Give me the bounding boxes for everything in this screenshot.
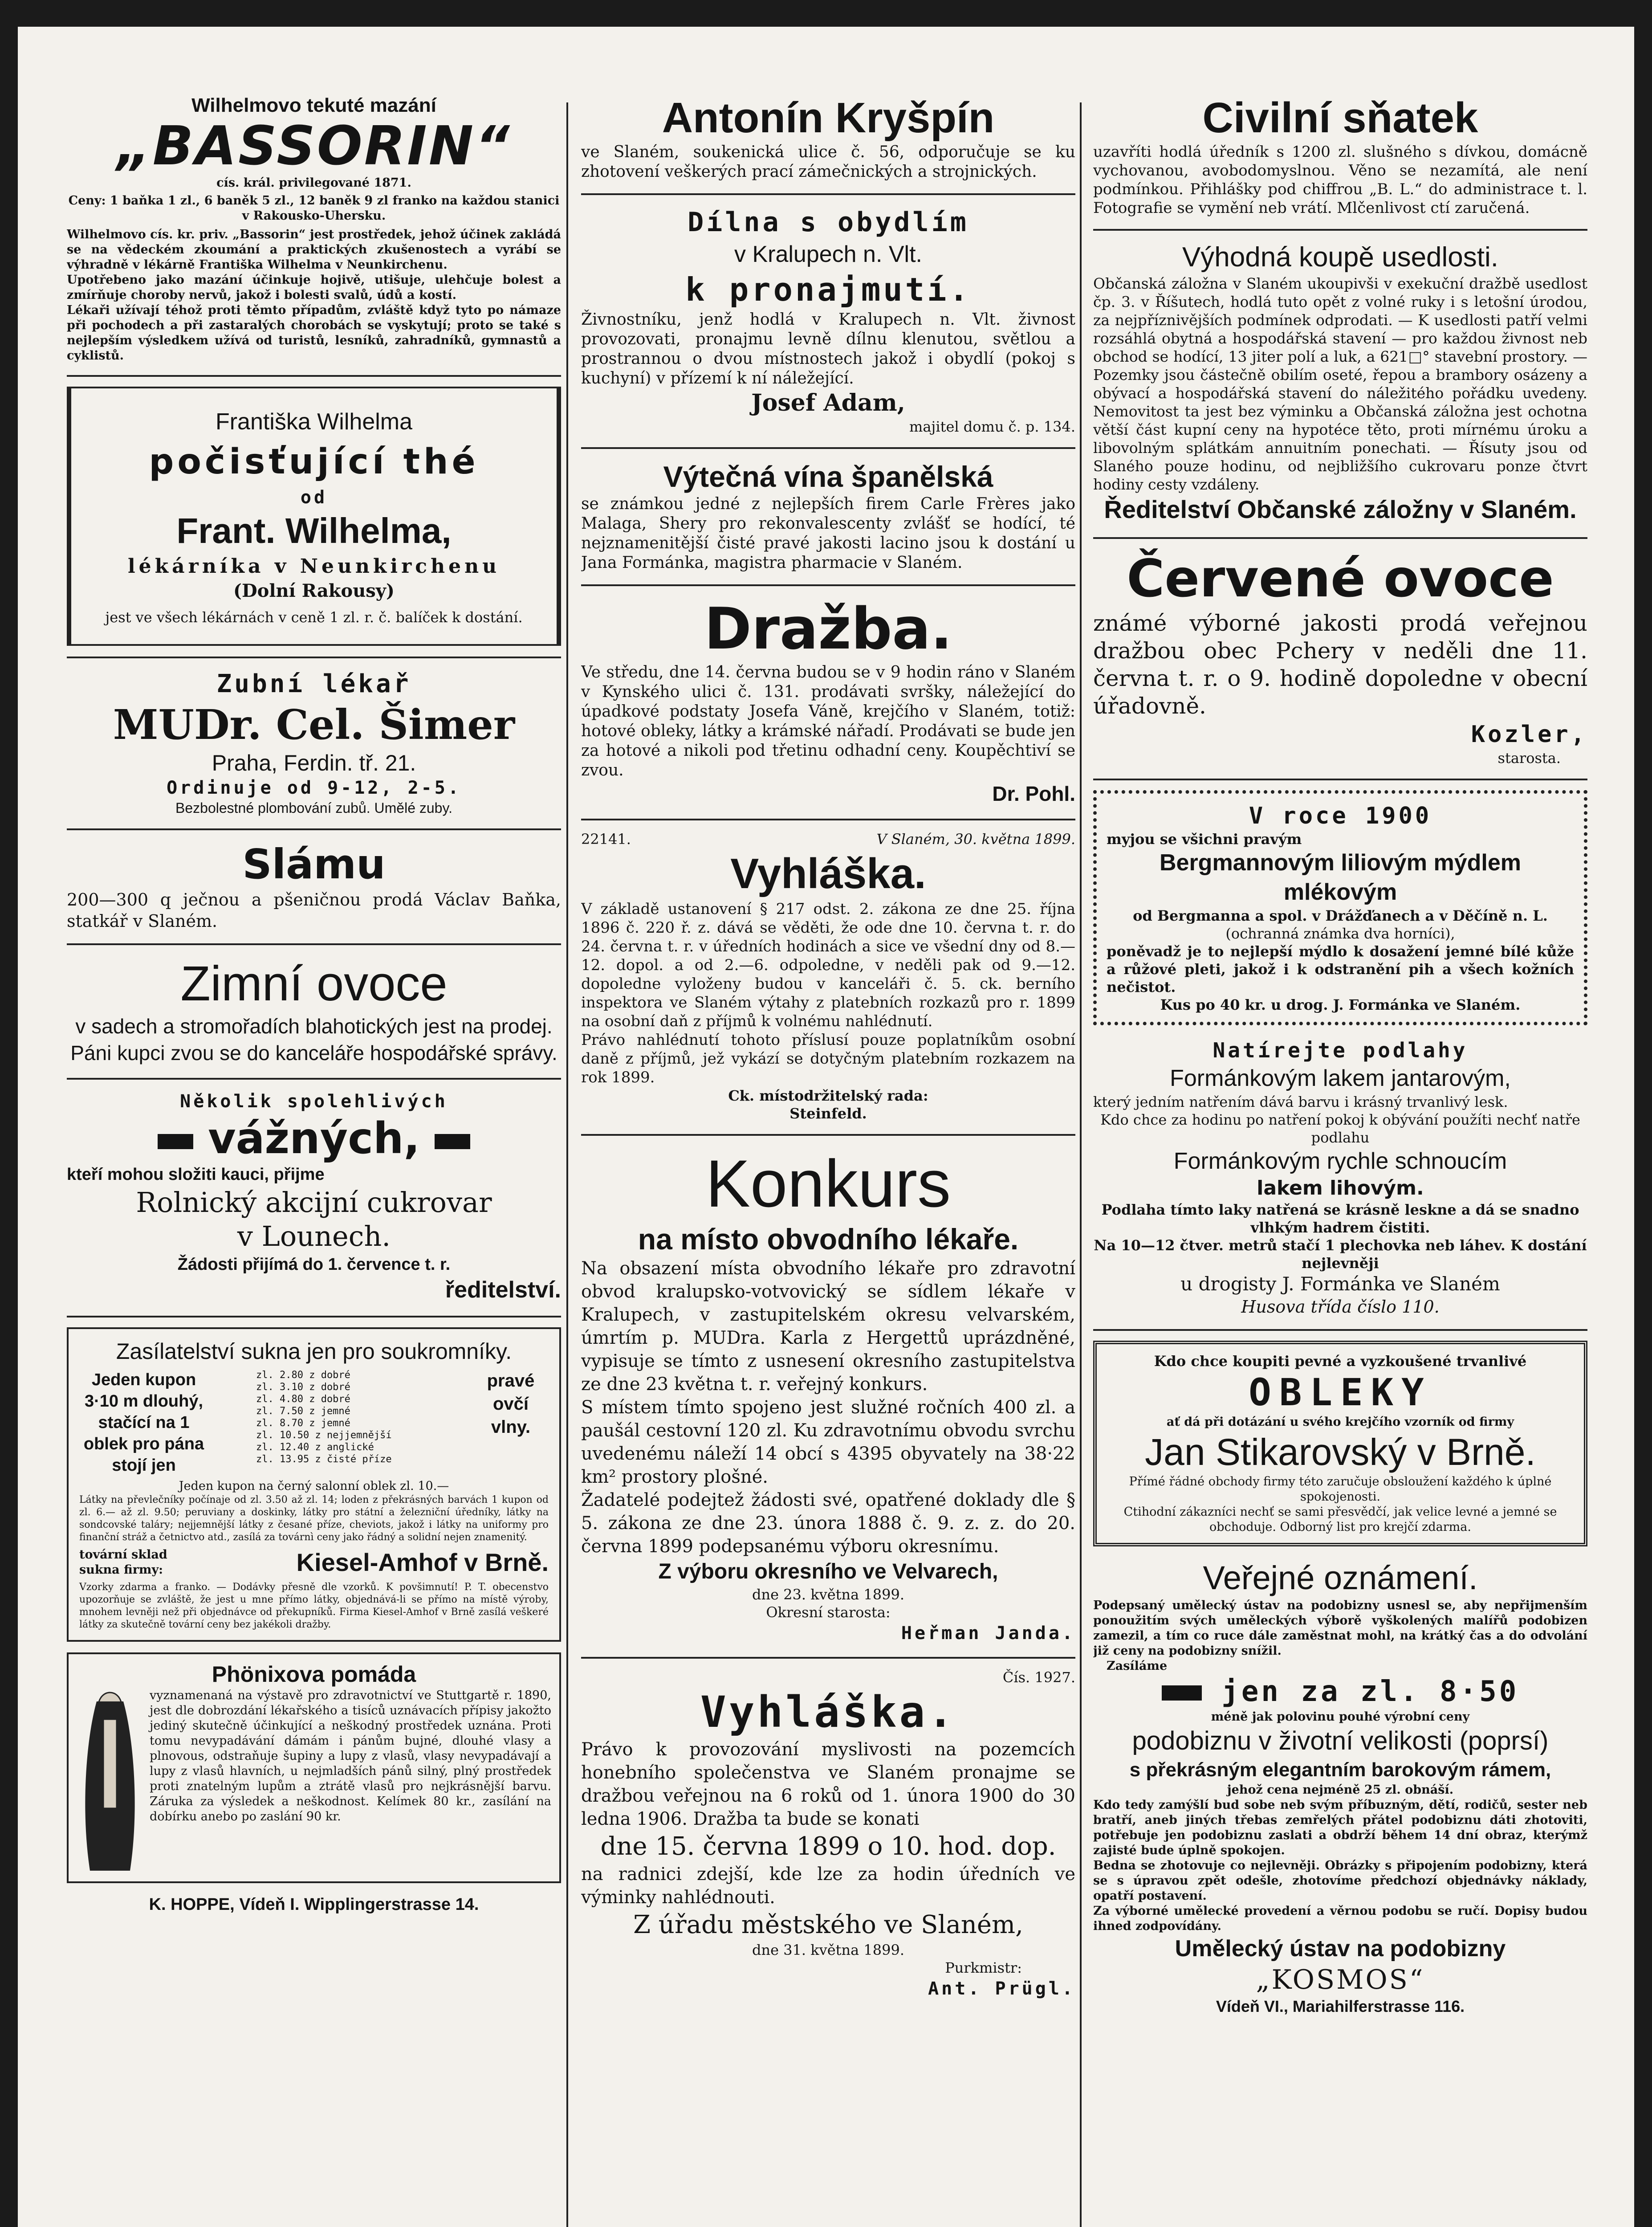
straw-title: Slámu <box>242 840 386 888</box>
competition-paragraph-2: S místem tímto spojeno jest služné ročních 400 zl. a paušál cestovní 120 zl. Ku zdravotnímu obvodu svrchu uvedenému náleží 14 obcí s 4395 obyvately na 38·22 km² prostory plošné. <box>581 1397 1075 1487</box>
auction-text: Ve středu, dne 14. června budou se v 9 hodin ráno v Slaném v Kynského ulici č. 131. prodávati svršky, náležející do úpadkové podstaty Josefa Váně, krejčího v Slaném, totiž: hotové obleky, látky a krámské nářadí. Prodávati se bude jen za hotové a nikoli pod třetinu odhadní ceny. Koupěchtiví se zvou. <box>581 663 1075 779</box>
portraits-frame: s překrásným elegantním barokovým rámem, <box>1129 1759 1551 1781</box>
ad-straw <box>67 840 561 932</box>
dentist-address: Praha, Ferdin. tř. 21. <box>212 750 416 775</box>
bassorin-paragraph-2: Upotřebeno jako mazání účinkuje hojivě, utišuje, ulehčuje bolest a zmírňuje choroby nervů, jakož i bolesti svalů, údů a kostí. <box>67 273 561 302</box>
lacquer-address: Husova třída číslo 110. <box>1241 1297 1440 1317</box>
ad-phoenix <box>67 1652 561 1883</box>
woman-long-hair-icon <box>77 1688 143 1875</box>
cloth-title: Zasílatelství sukna jen pro soukromníky. <box>116 1339 512 1364</box>
soap-name: Bergmannovým liliovým mýdlem mlékovým <box>1159 850 1522 905</box>
divider <box>1093 779 1587 780</box>
notice-tax-paragraph-2: Právo nahlédnutí tohoto příslusí pouze poplatníkům osobní daně z příjmů, jež vykází se dotyčným platebním rozkazem na rok 1899. <box>581 1031 1075 1086</box>
divider <box>67 1078 561 1080</box>
ad-floor-lacquer <box>1093 1037 1587 1317</box>
ad-kryspin <box>581 94 1075 182</box>
hunting-paragraph-2: na radnici zdejší, kde lze za hodin úředních ve výminky nahlédnouti. <box>581 1864 1075 1908</box>
divider <box>581 1657 1075 1659</box>
workshop-owner: Josef Adam, <box>751 389 905 416</box>
hand-left-icon <box>158 1134 193 1149</box>
notice-competition <box>581 1146 1075 1645</box>
divider <box>581 447 1075 449</box>
wine-text: se známkou jedné z nejlepších firem Carle Frères jako Malaga, Shery pro rekonvalescenty zvlášť se hodící, té nejznamenitější čisté pravé jakosti lacino jsou k dostání u Jana Formánka, magistra pharmacie v Slaném. <box>581 495 1075 572</box>
marriage-title: Civilní sňatek <box>1202 94 1478 142</box>
sugar-text: kteří mohou složiti kauci, přijme <box>67 1165 325 1184</box>
hand-right-icon <box>435 1134 470 1149</box>
hunting-title: Vyhláška. <box>700 1687 956 1737</box>
divider <box>581 1134 1075 1136</box>
hunting-sign-3: Purkmistr: <box>945 1959 1022 1976</box>
divider <box>67 657 561 658</box>
divider <box>581 584 1075 586</box>
cloth-text: Látky na převlečníky počínaje od zl. 3.50 až zl. 14; loden z překrásných barvách 1 kupon od zl. 6.— až zl. 9.50; peruviany a doskinky, látky pro státní a železniční úředníky, látky na sondcovské taláry; nejjemnější látky z česané příze, cheviots, jakož i látky na uniformy pro finanční stráž a četnictvo atd., zasílá za továrnì ceny jako řádný a solidní nejen znamenitý. <box>79 1494 549 1543</box>
soap-price: Kus po 40 kr. u drog. J. Formánka ve Slaném. <box>1160 996 1521 1013</box>
phoenix-title: Phönixova pomáda <box>212 1662 416 1687</box>
cloth-firm-label-1: tovární sklad <box>79 1548 167 1562</box>
bassorin-name: „BASSORIN“ <box>116 115 512 177</box>
portraits-sign-2: „KOSMOS“ <box>1256 1964 1425 1995</box>
cloth-price: zl. 10.50 z nejjemnější <box>256 1430 392 1441</box>
suits-line-3: Přímé řádné obchody firmy této zaručuje obsloužení každého k úplné spokojenosti. <box>1129 1475 1552 1504</box>
notice-tax <box>581 830 1075 1122</box>
competition-paragraph-3: Žadatelé podejtež žádosti své, opatřené doklady dle § 5. zákona ze dne 23. února 1888 č. 9. z. z. do 20. června 1899 podepsanému výboru okresnímu. <box>581 1490 1075 1557</box>
lacquer-seller: u drogisty J. Formánka ve Slaném <box>1180 1273 1500 1295</box>
hunting-sign-1: Z úřadu městského ve Slaném, <box>633 1910 1023 1939</box>
red-fruit-text: známé výborné jakosti prodá veřejnou dražbou obec Pchery v neděli dne 11. června t. r. o 9. hodině dopoledne v obecní úřadovně. <box>1093 610 1587 719</box>
homestead-text: Občanská záložna v Slaném ukoupivši v exekuční dražbě usedlost čp. 3. v Říšutech, hodlá tuto opět z volné ruky i s letošní úrodou, za nejpříznivějších podmínek odprodati. — K usedlosti patří velmi rozsáhlá obytná a hospodářská stavení — pro každou živnost neb obchod se hodící, 13 jiter polí a luk, a 621□° stavební prostory. — Pozemky jsou částečně obilím oseté, řepou a brambory osázeny a obývací a hospodářská stavení do náležitého pořádku uvedeny. Nemovitost ta jest bez výminku a Občanská záložna jest ochotna větší část kupní ceny na hypotéce těto, proti mírnému úroku a libovolným splátkám annuitním ponechati. — Řísuty jsou od Slaného pouze hodinu, od nejbližšího cukrovaru ponze čtvrt hodiny cesty vzdáleny. <box>1093 275 1587 493</box>
lacquer-text-3: Podlaha tímto laky natřená se krásně leskne a dá se snadno vlhkým hadrem čistiti. <box>1101 1201 1579 1236</box>
bassorin-paragraph-3: Lékaři užívají téhož proti těmto případům, zvláště když tyto po námaze při pochodech a při zastaralých chorobách se vyskytují; proto se také s nejlepším výsledkem užívá od turistů, lesníků, zahradníků, gymnastů a cyklistů. <box>67 303 561 363</box>
notice-tax-sign-title: Ck. místodržitelský rada: <box>728 1087 928 1104</box>
kryspin-title: Antonín Kryšpín <box>662 94 995 142</box>
auction-title: Dražba. <box>704 596 952 662</box>
sugar-title <box>67 1114 561 1163</box>
soap-trademark: (ochranná známka dva horníci), <box>1225 925 1455 942</box>
sugar-deadline: Žádosti přijímá do 1. července t. r. <box>177 1255 451 1274</box>
bassorin-price: Ceny: 1 baňka 1 zl., 6 baněk 5 zl., 12 baněk 9 zl franko na každou stanici v Rakousko-Uhersku. <box>68 194 560 223</box>
portraits-sign-1: Umělecký ústav na podobizny <box>1175 1936 1506 1962</box>
bassorin-brand: Wilhelmovo tekuté mazání <box>191 94 436 116</box>
red-fruit-sign: Kozler, <box>1471 721 1587 748</box>
ad-portraits <box>1093 1558 1587 2017</box>
divider <box>67 375 561 377</box>
lacquer-product-2-name: lakem lihovým. <box>1257 1177 1424 1199</box>
soap-title: V roce 1900 <box>1249 803 1432 829</box>
soap-maker: od Bergmanna a spol. v Drážďanech a v Děčíně n. L. <box>1133 907 1548 924</box>
divider <box>67 828 561 830</box>
column-rule-1 <box>566 102 568 2227</box>
competition-paragraph-1: Na obsazení místa obvodního lékaře pro zdravotní obvod kralupsko-votvovický se sídlem lékaře v Kralupech, v zastupitelském okresu velvarském, úmrtím p. MUDra. Karla z Hergettů uprázdněné, vypisuje se tímto z usnesení okresního zastupitelstva ze dne 23 května t. r. veřejný konkurs. <box>581 1258 1075 1395</box>
marriage-text: uzavříti hodlá úředník s 1200 zl. slušného s dívkou, domácně vychovanou, avobodomyslnou. Věno se nezamítá, ale není podmínkou. Přihlášky pod chiffrou „B. L.“ do administrace t. l. Fotografie se vymění neb vrátí. Mlčenlivost ctí zaručená. <box>1093 143 1587 217</box>
portraits-paragraph-2: Zasíláme <box>1107 1659 1168 1673</box>
ad-workshop <box>581 205 1075 436</box>
portraits-title: Veřejné oznámení. <box>1203 1559 1478 1596</box>
workshop-place: v Kralupech n. Vlt. <box>734 241 922 267</box>
divider <box>1093 537 1587 539</box>
cloth-price: zl. 12.40 z anglické <box>256 1442 374 1453</box>
lacquer-product-1: Formánkovým lakem jantarovým, <box>1170 1065 1511 1091</box>
soap-line-1: myjou se všichni pravým <box>1107 831 1302 848</box>
divider <box>581 819 1075 820</box>
workshop-owner-sub: majitel domu č. p. 134. <box>909 418 1075 435</box>
ad-cloth <box>67 1327 561 1642</box>
ad-auction <box>581 596 1075 807</box>
ad-winter-fruit <box>67 955 561 1066</box>
suits-line-1: Kdo chce koupiti pevné a vyzkoušené trvanlivé <box>1154 1353 1527 1370</box>
cloth-black: Jeden kupon na černý salonní oblek zl. 10.— <box>179 1479 449 1493</box>
tea-from: od <box>300 487 328 508</box>
hunting-sign-2: dne 31. května 1899. <box>752 1941 904 1958</box>
notice-hunting <box>581 1668 1075 2001</box>
portraits-paragraph-3: méně jak polovinu pouhé výrobní ceny <box>1211 1710 1470 1724</box>
bassorin-paragraph-1: Wilhelmovo cís. kr. priv. „Bassorin“ jest prostředek, jehož účinek zakládá se na vědeckém zkoumání a praktických zkušenostech a vyrábí se výhradně v lékárně Františka Wilhelma v Neunkirchenu. <box>67 228 561 272</box>
divider <box>1093 1329 1587 1331</box>
ad-bassorin <box>67 94 561 363</box>
divider <box>67 943 561 945</box>
divider <box>581 193 1075 195</box>
bassorin-privilege: cís. král. privilegované 1871. <box>216 176 411 190</box>
cloth-price: zl. 8.70 z jemné <box>256 1418 350 1429</box>
suits-line-2: ať dá při dotázání u svého krejčího vzorník od firmy <box>1166 1415 1514 1429</box>
homestead-sign: Ředitelství Občanské záložny v Slaném. <box>1104 495 1577 523</box>
lacquer-product-2: Formánkovým rychle schnoucím <box>1173 1148 1507 1174</box>
wine-title: Výtečná vína španělská <box>663 460 993 493</box>
notice-tax-number: 22141. <box>581 831 631 848</box>
workshop-title: Dílna s obydlím <box>688 207 969 238</box>
hunting-number: Čís. 1927. <box>1002 1669 1075 1686</box>
sugar-sign: ředitelství. <box>445 1277 561 1303</box>
red-fruit-title: Červené ovoce <box>1127 549 1554 609</box>
column-2 <box>581 94 1075 2012</box>
cloth-firm <box>79 1547 549 1578</box>
cloth-price: zl. 4.80 z dobré <box>256 1394 350 1405</box>
ad-dentist <box>67 668 561 817</box>
sugar-company: Rolnický akcijní cukrovar <box>136 1186 492 1219</box>
divider <box>67 1316 561 1317</box>
cloth-footer: Vzorky zdarma a franko. — Dodávky přesně dle vzorků. K povšimnutí! P. T. obecenstvo upozorňuje se zvláště, že jest u mne přímo látky, objednává-li se přímo na místě výroby, mnohem levněji než při objednávce od překupníků. Firma Kiesel-Amhof v Brně zasílá veškeré látky za skutečně tovární ceny bez jakékoli dražby. <box>79 1582 549 1630</box>
hunting-date: dne 15. června 1899 o 10. hod. dop. <box>600 1832 1056 1861</box>
suits-title: OBLEKY <box>1249 1370 1432 1414</box>
competition-sign-2: dne 23. května 1899. <box>752 1586 904 1603</box>
column-rule-2 <box>1080 102 1082 2227</box>
competition-sign-3: Okresní starosta: <box>766 1604 891 1621</box>
competition-title: Konkurs <box>705 1146 951 1221</box>
notice-tax-paragraph-1: V základě ustanovení § 217 odst. 2. zákona ze dne 25. října 1896 č. 220 ř. z. dává se věděti, že ode dne 10. června t. r. do 24. června t. r. v úředních hodinách a sice ve všední dny od 8.—12. dopol. a od 2.—6. odpoledne, v neděli pak od 9.—12. dopoledne vyloženy budou v kanceláři č. 5. ck. berního inspektora ve Slaném výtahy z platebních rozkazů pro r. 1899 na osobní daň z příjmů k volnému nahlédnutí. <box>581 900 1075 1030</box>
notice-tax-date: V Slaném, 30. května 1899. <box>876 831 1075 848</box>
ad-civil-marriage <box>1093 94 1587 217</box>
suits-line-4: Ctihodní zákazníci nechť se sami přesvědčí, jak velice levné a jemné se obchoduje. Odborný list pro krejčí zdarma. <box>1123 1505 1557 1534</box>
portraits-paragraph-1: Podepsaný umělecký ústav na podobizny usnesl se, aby nepřijmenším ponoužitím svých uměleckých výborě vyškolených malířů podobizen zamezil, a tím co ruce dále zaměstnat mohl, na krátký čas a do odvolání již ceny na podobizny snížil. <box>1093 1599 1587 1658</box>
suits-company: Jan Stikarovský v Brně. <box>1145 1431 1536 1473</box>
notice-tax-title: Vyhláška. <box>730 850 926 897</box>
hunting-sign-4: Ant. Prügl. <box>928 1978 1075 1999</box>
tea-maker: Frant. Wilhelma, <box>176 511 452 551</box>
competition-sign-1: Z výboru okresního ve Velvarech, <box>658 1560 998 1583</box>
divider <box>1093 229 1587 231</box>
hand-left-icon <box>1162 1685 1202 1701</box>
ad-red-fruit <box>1093 549 1587 767</box>
portraits-price <box>1093 1674 1587 1709</box>
straw-text: 200—300 q ječnou a pšeničnou prodá Václav Baňka, statkář v Slaném. <box>67 890 561 931</box>
cloth-firm-name: Kiesel-Amhof v Brně. <box>296 1548 549 1576</box>
kryspin-text: ve Slaném, soukenická ulice č. 56, odporučuje se ku zhotovení veškerých prací zámečnických a strojnických. <box>581 143 1075 181</box>
tea-brand: Františka Wilhelma <box>215 409 413 435</box>
lacquer-title: Natírejte podlahy <box>1213 1038 1468 1062</box>
cloth-firm-label-2: sukna firmy: <box>79 1563 163 1577</box>
dentist-services: Bezbolestné plombování zubů. Umělé zuby. <box>175 800 452 816</box>
homestead-title: Výhodná koupě usedlosti. <box>1182 242 1499 273</box>
notice-tax-header <box>581 830 1075 848</box>
sugar-city: v Lounech. <box>237 1220 391 1252</box>
tea-region: (Dolní Rakousy) <box>233 580 395 601</box>
lacquer-text-2: Kdo chce za hodinu po natření pokoj k obývání použíti nechť natře podlahu <box>1100 1111 1580 1146</box>
portraits-price-text: jen za zl. 8·50 <box>1221 1675 1519 1708</box>
dentist-heading: Zubní lékař <box>216 669 411 698</box>
sugar-title-text: vážných, <box>208 1114 420 1163</box>
portraits-size: podobiznu v životní velikosti (poprsí) <box>1132 1726 1549 1755</box>
sugar-heading: Několik spolehlivých <box>180 1091 448 1112</box>
hunting-paragraph-1: Právo k provozování myslivosti na pozemcích honebního společenstva ve Slaném pronajme se dražbou veřejnou na 6 roků od 1. února 1900 do 30 ledna 1906. Dražba ta bude se konati <box>581 1739 1075 1829</box>
notice-tax-sign-name: Steinfeld. <box>789 1105 867 1122</box>
ad-wine <box>581 459 1075 573</box>
winter-fruit-text: v sadech a stromořadích blahotických jest na prodej. Páni kupci zvou se do kanceláře hospodářské správy. <box>70 1015 557 1065</box>
competition-sign-4: Heřman Janda. <box>901 1623 1075 1644</box>
ad-suits <box>1093 1341 1587 1546</box>
column-3 <box>1093 94 1587 2028</box>
tea-title: počisťující thé <box>149 442 479 482</box>
workshop-rent: k pronajmutí. <box>685 271 971 308</box>
workshop-text: Živnostníku, jenž hodlá v Kralupech n. Vlt. živnost provozovati, pronajmu levně dílnu klenutou, světlou a prostrannou o dvou místnostech jakož i obydlí (pokoj s kuchyní) v přízemí k ní náležející. <box>581 310 1075 387</box>
portraits-paragraph-5: Bedna se zhotovuje co nejlevněji. Obrázky s připojením podobizny, která se s úpravou zpět odešle, zhotovíme předchozí objednávky náklady, opatří postavení. <box>1093 1859 1587 1903</box>
tea-availability: jest ve všech lékárnách v ceně 1 zl. r. č. balíček k dostání. <box>105 609 523 626</box>
phoenix-body <box>77 1688 551 1875</box>
cloth-price: zl. 13.95 z čisté příze <box>256 1454 392 1465</box>
cloth-offer-right: pravé ovčí vlny. <box>487 1371 535 1437</box>
cloth-price: zl. 2.80 z dobré <box>256 1370 350 1381</box>
ad-homestead <box>1093 241 1587 526</box>
tea-pharmacy: lékárníka v Neunkirchenu <box>127 555 500 578</box>
lacquer-text-1: který jedním natřením dává barvu i krásný trvanlivý lesk. <box>1093 1093 1508 1110</box>
auction-sign: Dr. Pohl. <box>992 782 1075 805</box>
lacquer-text-4: Na 10—12 čtver. metrů stačí 1 plechovka neb láhev. K dostání nejlevněji <box>1094 1237 1587 1272</box>
cloth-price-list <box>256 1369 425 1465</box>
cloth-price: zl. 7.50 z jemné <box>256 1406 350 1417</box>
cloth-price: zl. 3.10 z dobré <box>256 1382 350 1393</box>
dentist-hours: Ordinuje od 9-12, 2-5. <box>167 778 461 798</box>
winter-fruit-title: Zimní ovoce <box>180 956 448 1011</box>
portraits-frame-value: jehož cena nejméně 25 zl. obnáší. <box>1227 1783 1454 1797</box>
ad-sugar-factory <box>67 1089 561 1304</box>
ad-wilhelm-tea <box>67 387 561 646</box>
portraits-paragraph-6: Za výborné umělecké provedení a věrnou podobu se ručí. Dopisy budou ihned zodpovídány. <box>1093 1904 1587 1933</box>
portraits-paragraph-4: Kdo tedy zamýšlí bud sobe neb svým příbuzným, dětí, rodičů, sester neb bratří, aneb jiných třebas zemřelých přátel podobiznu dáti zhotoviti, potřebuje jen podobiznu zaslati a obdrží během 14 dní obraz, kterýmž zajisté bude úplně spokojen. <box>1093 1798 1587 1857</box>
competition-subtitle: na místo obvodního lékaře. <box>638 1223 1019 1256</box>
cloth-offer <box>79 1369 549 1476</box>
newspaper-page <box>18 27 1634 2227</box>
phoenix-address: K. HOPPE, Vídeň I. Wipplingerstrasse 14. <box>149 1895 479 1914</box>
dentist-name: MUDr. Cel. Šimer <box>113 701 515 749</box>
ad-lily-soap <box>1093 790 1587 1025</box>
soap-benefits: poněvadž je to nejlepší mýdlo k dosažení jemné bílé kůže a růžové pleti, jakož i k odstranění pih a všech kožních nečistot. <box>1107 943 1574 995</box>
portraits-sign-3: Vídeň VI., Mariahilferstrasse 116. <box>1216 1997 1465 2015</box>
cloth-offer-left: Jeden kupon 3·10 m dlouhý, stačící na 1 oblek pro pána stojí jen <box>83 1370 204 1475</box>
phoenix-text: vyznamenaná na výstavě pro zdravotnictví ve Stuttgartě r. 1890, jest dle dobrozdání lékařského a tisíců uznávacích přípisy jakožto jediný skutečně účinkující a neškodný prostředek uznána. Proti tomu nevypadávání dámám i pánům bujné, dlouhé vlasy a plnovous, odstraňuje šupiny a lupy z vlasů, vlasy nevypadávají a lupy z vlasů hlavních, u nejmladších pánů silný, plný prostředek proti znatelným lupům a ztrátě vlasů pro nejkrásnější barvu. Záruka za výsledek a neškodnost. Kelímek 80 kr., zasílání na dobírku anebo po zaslání 90 kr. <box>150 1689 551 1823</box>
red-fruit-sign-title: starosta. <box>1497 750 1561 767</box>
column-1 <box>67 94 561 1915</box>
